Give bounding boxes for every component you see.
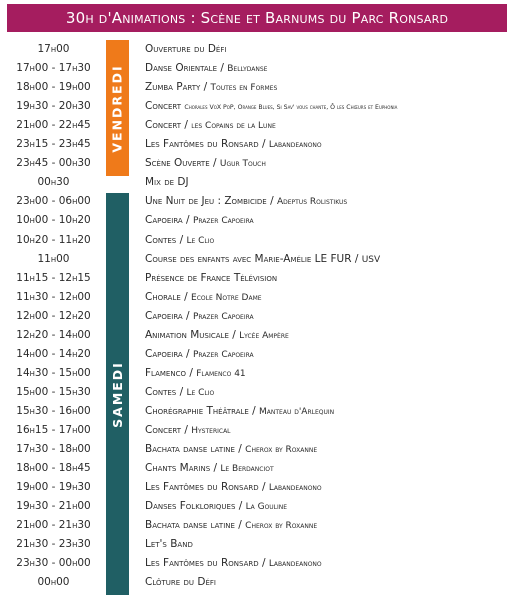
schedule-activity — [145, 78, 514, 98]
activity-performer: Prazer Capoeira — [192, 216, 254, 227]
schedule-time: 15h30 - 16h00 — [16, 404, 91, 417]
schedule-activity — [145, 516, 514, 536]
schedule-activity — [145, 173, 514, 192]
schedule-row — [0, 78, 514, 97]
schedule-row — [0, 554, 514, 573]
schedule-activity — [145, 59, 514, 79]
activity-title: Capoeira — [145, 347, 183, 360]
schedule-row — [0, 231, 514, 250]
activity-title: Concert — [145, 100, 182, 113]
schedule-time: 10h20 - 11h20 — [16, 233, 91, 246]
schedule-row — [0, 421, 514, 440]
separator: / — [217, 62, 228, 75]
activity-title: Capoeira — [145, 309, 183, 322]
separator: / — [176, 385, 187, 398]
separator: / — [235, 500, 246, 513]
separator: / — [182, 347, 193, 360]
day-label-saturday-text: SAMEDI — [110, 360, 125, 428]
schedule-activity — [145, 154, 514, 174]
separator: / — [176, 233, 187, 246]
activity-title: Capoeira — [145, 214, 183, 227]
activity-title: Danse Orientale — [145, 62, 218, 75]
separator: / — [210, 462, 221, 475]
schedule-time: 11h30 - 12h00 — [16, 290, 91, 303]
activity-title: Contes — [145, 385, 177, 398]
schedule-row — [0, 135, 514, 154]
schedule-activity — [145, 192, 514, 212]
schedule-row — [0, 116, 514, 135]
activity-performer: Toutes en Formes — [210, 83, 278, 94]
schedule-activity — [145, 211, 514, 231]
separator: / — [200, 81, 211, 94]
schedule-time: 14h30 - 15h00 — [16, 366, 91, 379]
activity-performer: La Gouline — [245, 502, 288, 513]
separator: / — [228, 328, 240, 341]
separator: / — [182, 214, 193, 227]
schedule-time: 00h30 — [37, 176, 70, 189]
activity-title: Concert — [145, 119, 182, 132]
schedule-row — [0, 440, 514, 459]
schedule-activity — [145, 440, 514, 460]
activity-performer: Manteau d'Arlequin — [259, 406, 335, 417]
activity-performer: Lycée Ampère — [239, 330, 289, 341]
activity-title: Zumba Party — [145, 81, 201, 94]
activity-performer: Flamenco 41 — [196, 368, 246, 379]
activity-performer: Hysterical — [191, 426, 231, 436]
separator: / — [351, 252, 362, 265]
schedule-activity — [145, 116, 514, 136]
schedule-row — [0, 345, 514, 364]
activity-title: Let's Band — [145, 538, 193, 551]
schedule-row — [0, 59, 514, 78]
schedule-time: 18h00 - 18h45 — [16, 462, 91, 475]
activity-performer: Bellydanse — [227, 64, 268, 75]
schedule-activity — [145, 364, 514, 384]
schedule-row — [0, 211, 514, 230]
schedule-activity — [145, 573, 514, 592]
separator: / — [209, 157, 220, 170]
activity-title: Danses Folkloriques — [145, 500, 236, 513]
activity-title: Chorale — [145, 290, 181, 303]
schedule-time: 14h00 - 14h20 — [16, 347, 91, 360]
schedule-row — [0, 516, 514, 535]
activity-title: Clôture du Défi — [145, 576, 216, 589]
separator: / — [258, 138, 269, 151]
schedule-time: 23h30 - 00h00 — [16, 557, 91, 570]
activity-performer: Le Clio — [186, 235, 215, 246]
schedule-activity — [145, 250, 514, 270]
schedule-time: 18h00 - 19h00 — [16, 81, 91, 94]
activity-title: Les Fantômes du Ronsard — [145, 138, 259, 151]
page-title: 30h d'Animations : Scène et Barnums du Parc Ronsard — [7, 4, 507, 32]
activity-title: Contes — [145, 233, 177, 246]
activity-performer: Ugur Touch — [219, 159, 266, 170]
schedule-activity — [145, 402, 514, 422]
activity-title: Animation Musicale — [145, 328, 229, 341]
schedule-row — [0, 478, 514, 497]
schedule-row — [0, 383, 514, 402]
schedule-row — [0, 154, 514, 173]
activity-performer: Adeptus Rolistikus — [276, 197, 348, 208]
schedule-time: 12h20 - 14h00 — [16, 328, 91, 341]
schedule-activity — [145, 97, 514, 117]
schedule-time: 15h00 - 15h30 — [16, 385, 91, 398]
activity-title: Bachata danse latine — [145, 443, 235, 456]
schedule-row — [0, 288, 514, 307]
schedule-activity — [145, 554, 514, 574]
schedule-time: 16h15 - 17h00 — [16, 424, 91, 436]
schedule-activity — [145, 40, 514, 59]
schedule-time: 21h00 - 22h45 — [16, 119, 91, 132]
schedule-time: 19h30 - 21h00 — [16, 500, 91, 513]
activity-performer: Cherox by Roxanne — [245, 521, 318, 532]
schedule-row — [0, 307, 514, 326]
activity-title: Mix de DJ — [145, 176, 189, 189]
schedule-activity — [145, 269, 514, 288]
activity-performer: Le Clio — [186, 387, 215, 398]
schedule-row — [0, 573, 514, 592]
activity-performer: Labandeanono — [268, 483, 322, 494]
schedule-row — [0, 535, 514, 554]
schedule-row — [0, 97, 514, 116]
schedule-activity — [145, 497, 514, 517]
schedule-activity — [145, 231, 514, 251]
separator: / — [258, 557, 269, 570]
separator: / — [248, 404, 260, 417]
schedule-activity — [145, 459, 514, 479]
separator: / — [258, 481, 269, 494]
schedule-activity — [145, 326, 514, 346]
schedule-activity — [145, 383, 514, 403]
schedule-row — [0, 192, 514, 211]
schedule-row — [0, 269, 514, 288]
activity-title: Les Fantômes du Ronsard — [145, 481, 259, 494]
schedule-row — [0, 326, 514, 345]
schedule-row — [0, 40, 514, 59]
activity-performer: USV — [361, 254, 381, 265]
day-label-friday-text: VENDREDI — [110, 63, 125, 153]
schedule-row — [0, 459, 514, 478]
schedule-time: 17h30 - 18h00 — [16, 443, 91, 456]
schedule-time: 23h00 - 06h00 — [16, 195, 91, 208]
schedule-time: 11h15 - 12h15 — [16, 271, 91, 284]
separator: / — [181, 424, 192, 436]
separator: / — [234, 519, 246, 532]
schedule-time: 00h00 — [37, 576, 70, 589]
schedule-activity — [145, 288, 514, 308]
separator: / — [186, 366, 197, 379]
activity-performer: Labandeanono — [268, 559, 322, 570]
schedule-time: 21h30 - 23h30 — [16, 538, 91, 551]
activity-title: Course des enfants avec Marie-Amélie LE FUR — [145, 252, 352, 265]
activity-performer: les Copains de la Lune — [191, 121, 276, 132]
activity-performer: Prazer Capoeira — [192, 311, 254, 322]
activity-title: Chorégraphie Théâtrale — [145, 404, 249, 417]
schedule-activity — [145, 307, 514, 327]
schedule-activity — [145, 421, 514, 441]
schedule-row — [0, 250, 514, 269]
schedule-activity — [145, 345, 514, 365]
activity-title: Une Nuit de Jeu : Zombicide — [145, 195, 267, 208]
activity-title: Ouverture du Défi — [145, 43, 227, 55]
activity-title: Chants Marins — [145, 462, 211, 475]
activity-title: Scène Ouverte — [145, 157, 210, 170]
activity-title: Flamenco — [145, 366, 186, 379]
activity-performer: Le Berdanciot — [220, 464, 274, 475]
separator: / — [180, 290, 192, 303]
activity-title: Les Fantômes du Ronsard — [145, 557, 259, 570]
schedule-time: 11h00 — [37, 252, 70, 265]
schedule-row — [0, 497, 514, 516]
separator: / — [234, 443, 246, 456]
activity-performer: Prazer Capoeira — [192, 349, 254, 360]
schedule-time: 19h00 - 19h30 — [16, 481, 91, 494]
schedule-time: 17h00 - 17h30 — [16, 62, 91, 75]
activity-performer: Ecole Notre Dame — [191, 292, 262, 303]
activity-title: Bachata danse latine — [145, 519, 235, 532]
activity-title: Concert — [145, 424, 182, 436]
schedule-activity — [145, 478, 514, 498]
activity-performer: Cherox by Roxanne — [245, 445, 318, 456]
separator: / — [182, 309, 193, 322]
schedule-time: 19h30 - 20h30 — [16, 100, 91, 113]
schedule-time: 23h15 - 23h45 — [16, 138, 91, 151]
schedule-time: 12h00 - 12h20 — [16, 309, 91, 322]
schedule-row — [0, 173, 514, 192]
schedule-activity — [145, 535, 514, 554]
schedule-row — [0, 402, 514, 421]
schedule-activity — [145, 135, 514, 155]
schedule-time: 10h00 - 10h20 — [16, 214, 91, 227]
separator: / — [181, 119, 192, 132]
separator: / — [266, 195, 277, 208]
activity-performer: Chorales VoX PoP, Orange Blues, Si Sav' vous chante, Ô les Chœurs et Euphonia — [184, 104, 398, 112]
schedule-time: 21h00 - 21h30 — [16, 519, 91, 532]
schedule-time: 17h00 — [37, 43, 70, 55]
activity-performer: Labandeanono — [268, 140, 322, 151]
schedule-time: 23h45 - 00h30 — [16, 157, 91, 170]
schedule-row — [0, 364, 514, 383]
activity-title: Présence de France Télévision — [145, 271, 278, 284]
